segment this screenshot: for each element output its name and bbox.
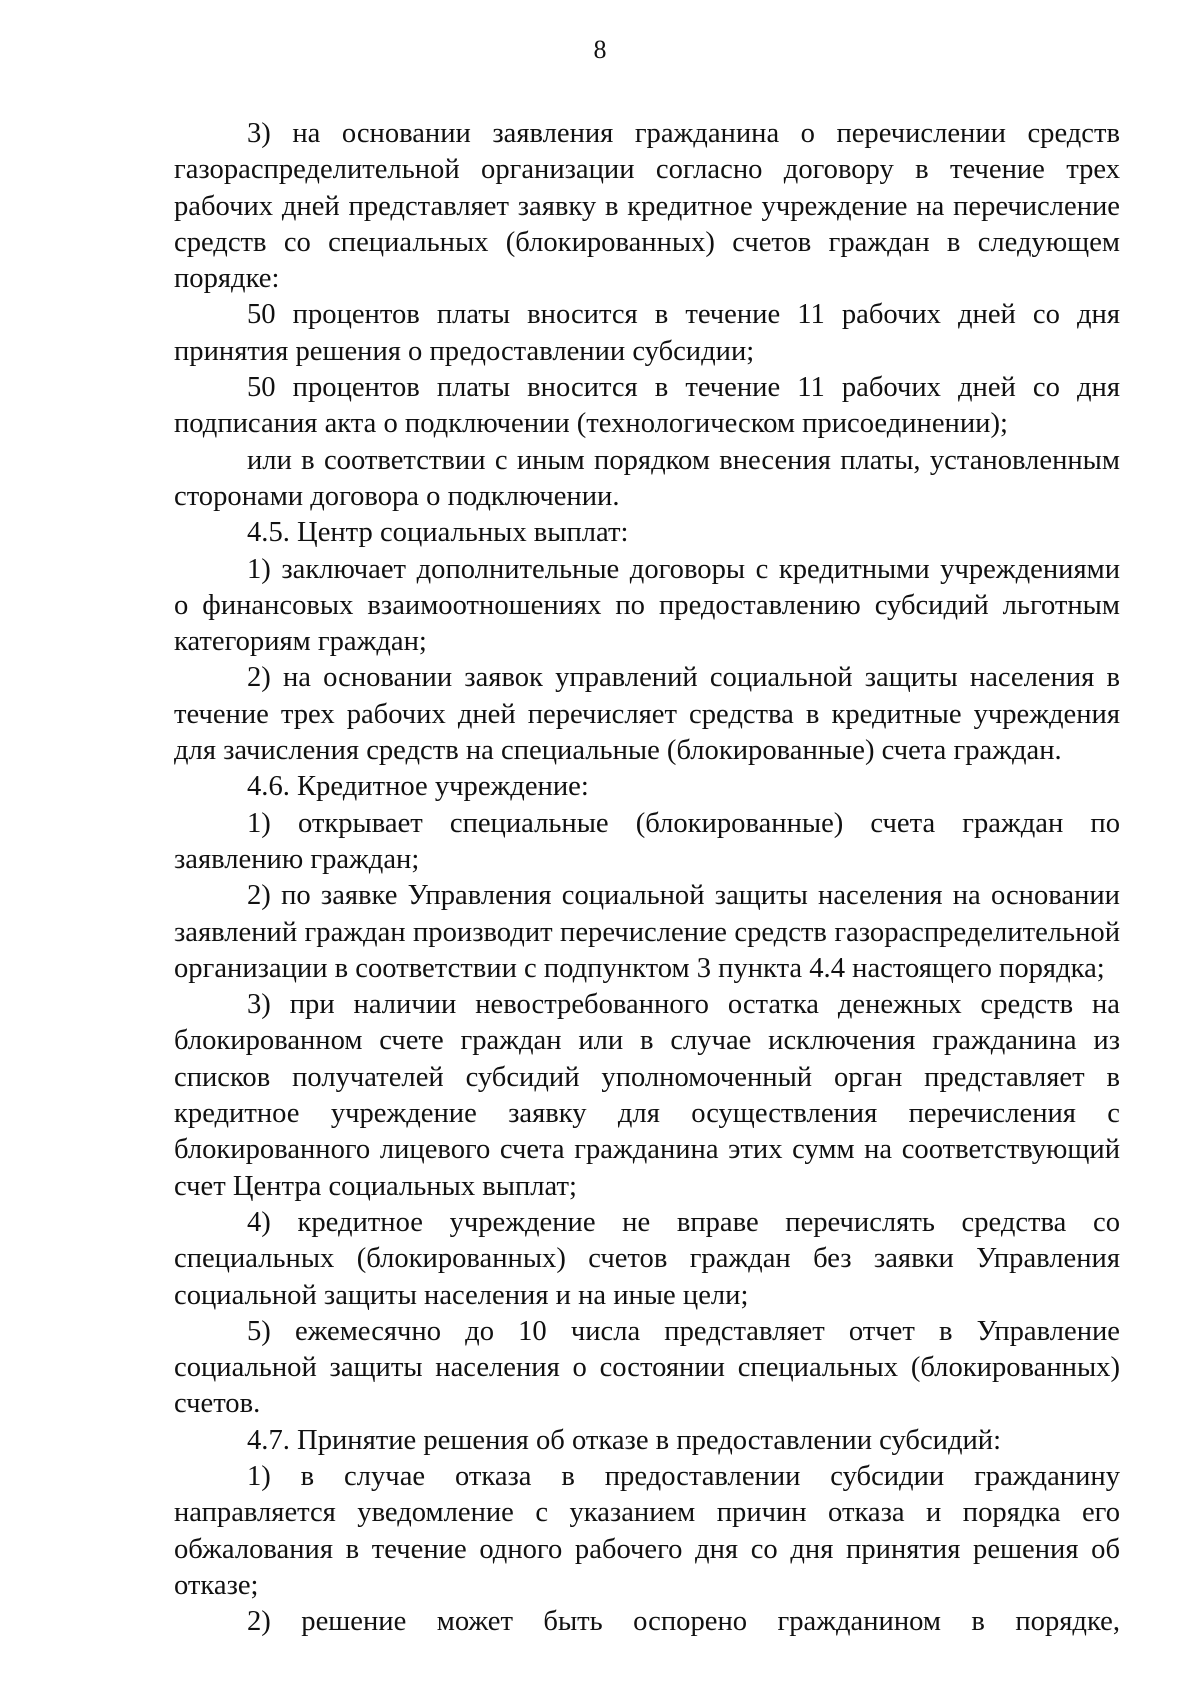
document-body [174, 116, 1120, 1640]
paragraph: 1) открывает специальные (блокированные) счета граждан по заявлению граждан; [174, 807, 1120, 875]
paragraph: 2) по заявке Управления социальной защиты населения на основании заявлений граждан производит перечисление средств газораспределительной организации в соответствии с подпунктом 3 пункта 4.4 настоящего порядка; [174, 880, 1120, 984]
paragraph: или в соответствии с иным порядком внесения платы, установленным сторонами договора о подключении. [174, 444, 1120, 512]
paragraph: 3) на основании заявления гражданина о перечислении средств газораспределительной организации согласно договору в течение трех рабочих дней представляет заявку в кредитное учреждение на перечисление средств со специальных (блокированных) счетов граждан в следующем порядке: [174, 118, 1120, 295]
paragraph: 2) на основании заявок управлений социальной защиты населения в течение трех рабочих дней перечисляет средства в кредитные учреждения для зачисления средств на специальные (блокированные) счета граждан. [174, 662, 1120, 767]
paragraph: 4) кредитное учреждение не вправе перечислять средства со специальных (блокированных) счетов граждан без заявки Управления социальной защиты населения и на иные цели; [174, 1206, 1120, 1311]
section-heading: 4.7. Принятие решения об отказе в предоставлении субсидий: [247, 1424, 1002, 1456]
section-heading: 4.6. Кредитное учреждение: [247, 771, 589, 803]
section-heading: 4.5. Центр социальных выплат: [247, 517, 629, 549]
paragraph: 3) при наличии невостребованного остатка денежных средств на блокированном счете граждан или в случае исключения гражданина из списков получателей субсидий уполномоченный орган представляет в кредитное учреждение заявку для осуществления перечисления с блокированного лицевого счета гражданина этих сумм на соответствующий счет Центра социальных выплат; [174, 989, 1120, 1202]
paragraph: 2) решение может быть оспорено гражданином в порядке, [247, 1606, 1120, 1638]
paragraph: 5) ежемесячно до 10 числа представляет отчет в Управление социальной защиты населения о состоянии специальных (блокированных) счетов. [174, 1315, 1120, 1420]
paragraph: 50 процентов платы вносится в течение 11 рабочих дней со дня принятия решения о предоставлении субсидии; [174, 299, 1120, 367]
paragraph: 1) в случае отказа в предоставлении субсидии гражданину направляется уведомление с указанием причин отказа и порядка его обжалования в течение одного рабочего дня со дня принятия решения об отказе; [174, 1460, 1120, 1601]
paragraph: 1) заключает дополнительные договоры с кредитными учреждениями о финансовых взаимоотношениях по предоставлению субсидий льготным категориям граждан; [174, 553, 1120, 658]
page-number: 8 [593, 35, 607, 64]
paragraph: 50 процентов платы вносится в течение 11 рабочих дней со дня подписания акта о подключении (технологическом присоединении); [174, 372, 1120, 440]
